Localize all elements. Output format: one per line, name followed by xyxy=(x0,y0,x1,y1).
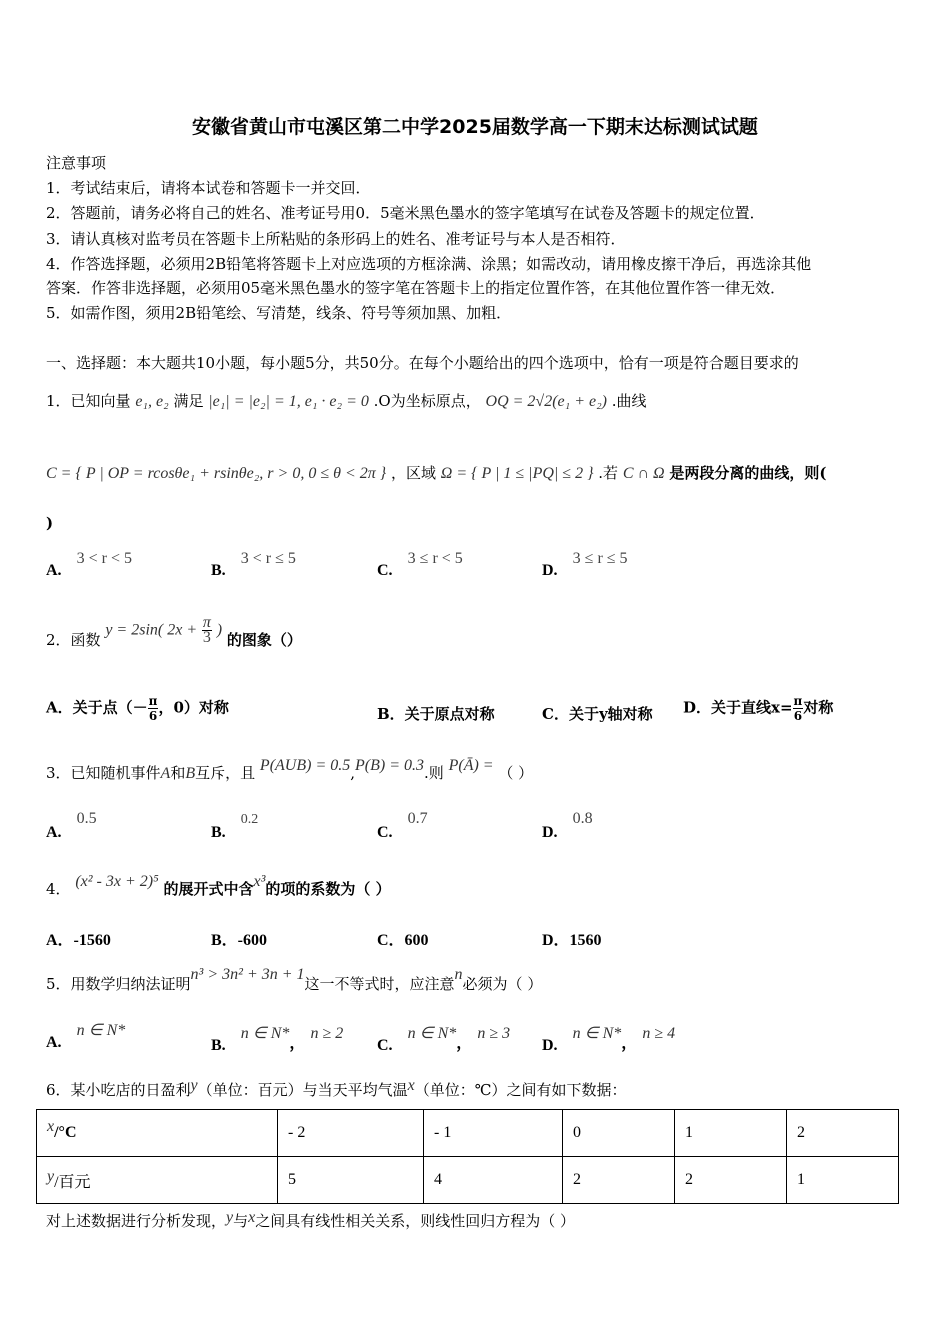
table-cell: 5 xyxy=(278,1157,424,1204)
q2-option-c[interactable]: C．关于y轴对称 xyxy=(542,705,653,723)
q1-math: C = { P | OP = rcosθe₁ + rsinθe₂, r > 0, 0 ≤ θ < 2π } xyxy=(46,465,387,482)
q1-math: OQ = 2√2(e₁ + e₂) xyxy=(485,393,607,410)
question-3: 3．已知随机事件A和B互斥，且 P(AUB) = 0.5,P(B) = 0.3.则 P(Ā) = （ ） xyxy=(46,757,534,782)
table-cell: 1 xyxy=(675,1110,787,1157)
data-table xyxy=(36,1109,899,1204)
question-5: 5．用数学归纳法证明n³ > 3n² + 3n + 1这一不等式时，应注意n必须为（ ） xyxy=(46,966,543,993)
q3-option-b[interactable]: B. 0.2 xyxy=(211,812,259,841)
q1-text: 1．已知向量 xyxy=(46,392,131,410)
q2-option-b[interactable]: B．关于原点对称 xyxy=(377,705,495,723)
section-heading: 一、选择题：本大题共10小题，每小题5分，共50分。在每个小题给出的四个选项中，恰有一项是符合题目要求的 xyxy=(46,354,799,372)
table-cell: 1 xyxy=(787,1157,899,1204)
notice-item: 4．作答选择题，必须用2B铅笔将答题卡上对应选项的方框涂满、涂黑；如需改动，请用橡皮擦干净后，再选涂其他 xyxy=(46,255,812,273)
q2-option-a[interactable]: A．关于点（－ $\frac{\pi}{6}$ ，0）对称 xyxy=(46,694,229,723)
q1-text: ，区域 xyxy=(390,464,436,482)
q1-text: .O为坐标原点， xyxy=(373,392,481,410)
table-cell: 4 xyxy=(424,1157,563,1204)
notice-item: 2．答题前，请务必将自己的姓名、准考证号用0．5毫米黑色墨水的签字笔填写在试卷及答题卡的规定位置． xyxy=(46,204,765,222)
q1-text: 满足 xyxy=(173,392,204,410)
q4-option-a[interactable]: A．-1560 xyxy=(46,932,111,949)
table-cell: - 2 xyxy=(278,1110,424,1157)
notice-item: 5．如需作图，须用2B铅笔绘、写清楚，线条、符号等须加黑、加粗． xyxy=(46,304,512,322)
q1-option-a[interactable]: A. 3 < r < 5 xyxy=(46,550,133,579)
q1-text: 是两段分离的曲线，则( xyxy=(669,464,827,482)
q3-option-a[interactable]: A. 0.5 xyxy=(46,810,97,841)
q4-option-c[interactable]: C．600 xyxy=(377,932,429,949)
question-1-line2 xyxy=(46,462,827,483)
question-6: 6．某小吃店的日盈利y（单位：百元）与当天平均气温x（单位：℃）之间有如下数据： xyxy=(46,1077,627,1099)
notice-heading: 注意事项 xyxy=(46,154,107,172)
q5-option-d[interactable]: D. n ∈ N*， n ≥ 4 xyxy=(542,1025,676,1054)
question-1 xyxy=(46,390,647,411)
q1-text: .若 xyxy=(598,464,619,482)
q1-text: ) xyxy=(46,514,54,532)
q1-option-c[interactable]: C. 3 ≤ r < 5 xyxy=(377,550,463,579)
question-4: 4． (x² - 3x + 2)⁵ 的展开式中含x³的项的系数为（ ） xyxy=(46,873,391,898)
notice-item: 1．考试结束后，请将本试卷和答题卡一并交回． xyxy=(46,179,371,197)
q6-followup: 对上述数据进行分析发现，y与x之间具有线性相关关系，则线性回归方程为（ ） xyxy=(46,1209,576,1230)
fraction: $\frac{\pi}{3}$ xyxy=(202,614,211,646)
table-cell: x/°C xyxy=(37,1110,278,1157)
q1-math: Ω = { P | 1 ≤ |PQ| ≤ 2 } xyxy=(440,465,594,482)
q4-option-d[interactable]: D．1560 xyxy=(542,932,602,949)
q3-option-d[interactable]: D. 0.8 xyxy=(542,810,593,841)
table-row xyxy=(37,1110,899,1157)
q5-option-b[interactable]: B. n ∈ N*， n ≥ 2 xyxy=(211,1025,344,1054)
q1-math: C ∩ Ω xyxy=(622,465,665,482)
table-cell: 2 xyxy=(675,1157,787,1204)
page-title: 安徽省黄山市屯溪区第二中学2025届数学高一下期末达标测试试题 xyxy=(192,116,758,138)
q1-text: .曲线 xyxy=(611,392,647,410)
table-cell: - 1 xyxy=(424,1110,563,1157)
table-cell: y/百元 xyxy=(37,1157,278,1204)
notice-item: 3．请认真核对监考员在答题卡上所粘贴的条形码上的姓名、准考证号与本人是否相符． xyxy=(46,230,626,248)
q5-option-a[interactable]: A. n ∈ N* xyxy=(46,1022,126,1051)
table-row xyxy=(37,1157,899,1204)
q4-option-b[interactable]: B．-600 xyxy=(211,932,268,949)
q1-option-d[interactable]: D. 3 ≤ r ≤ 5 xyxy=(542,550,628,579)
q3-option-c[interactable]: C. 0.7 xyxy=(377,810,428,841)
table-cell: 2 xyxy=(787,1110,899,1157)
table-cell: 0 xyxy=(563,1110,675,1157)
q2-option-d[interactable]: D．关于直线x= $\frac{\pi}{6}$ 对称 xyxy=(683,694,834,723)
q1-math: e₁, e₂ xyxy=(135,393,169,410)
notice-item: 答案．作答非选择题，必须用05毫米黑色墨水的签字笔在答题卡上的指定位置作答，在其他位置作答一律无效． xyxy=(46,279,786,297)
q1-option-b[interactable]: B. 3 < r ≤ 5 xyxy=(211,550,296,579)
q1-math: |e₁| = |e₂| = 1, e₁ · e₂ = 0 xyxy=(208,393,369,410)
question-2: 2．函数 y = 2sin( 2x + $\frac{\pi}{3}$ ) 的图象（） xyxy=(46,614,302,649)
table-cell: 2 xyxy=(563,1157,675,1204)
q5-option-c[interactable]: C. n ∈ N*， n ≥ 3 xyxy=(377,1025,511,1054)
